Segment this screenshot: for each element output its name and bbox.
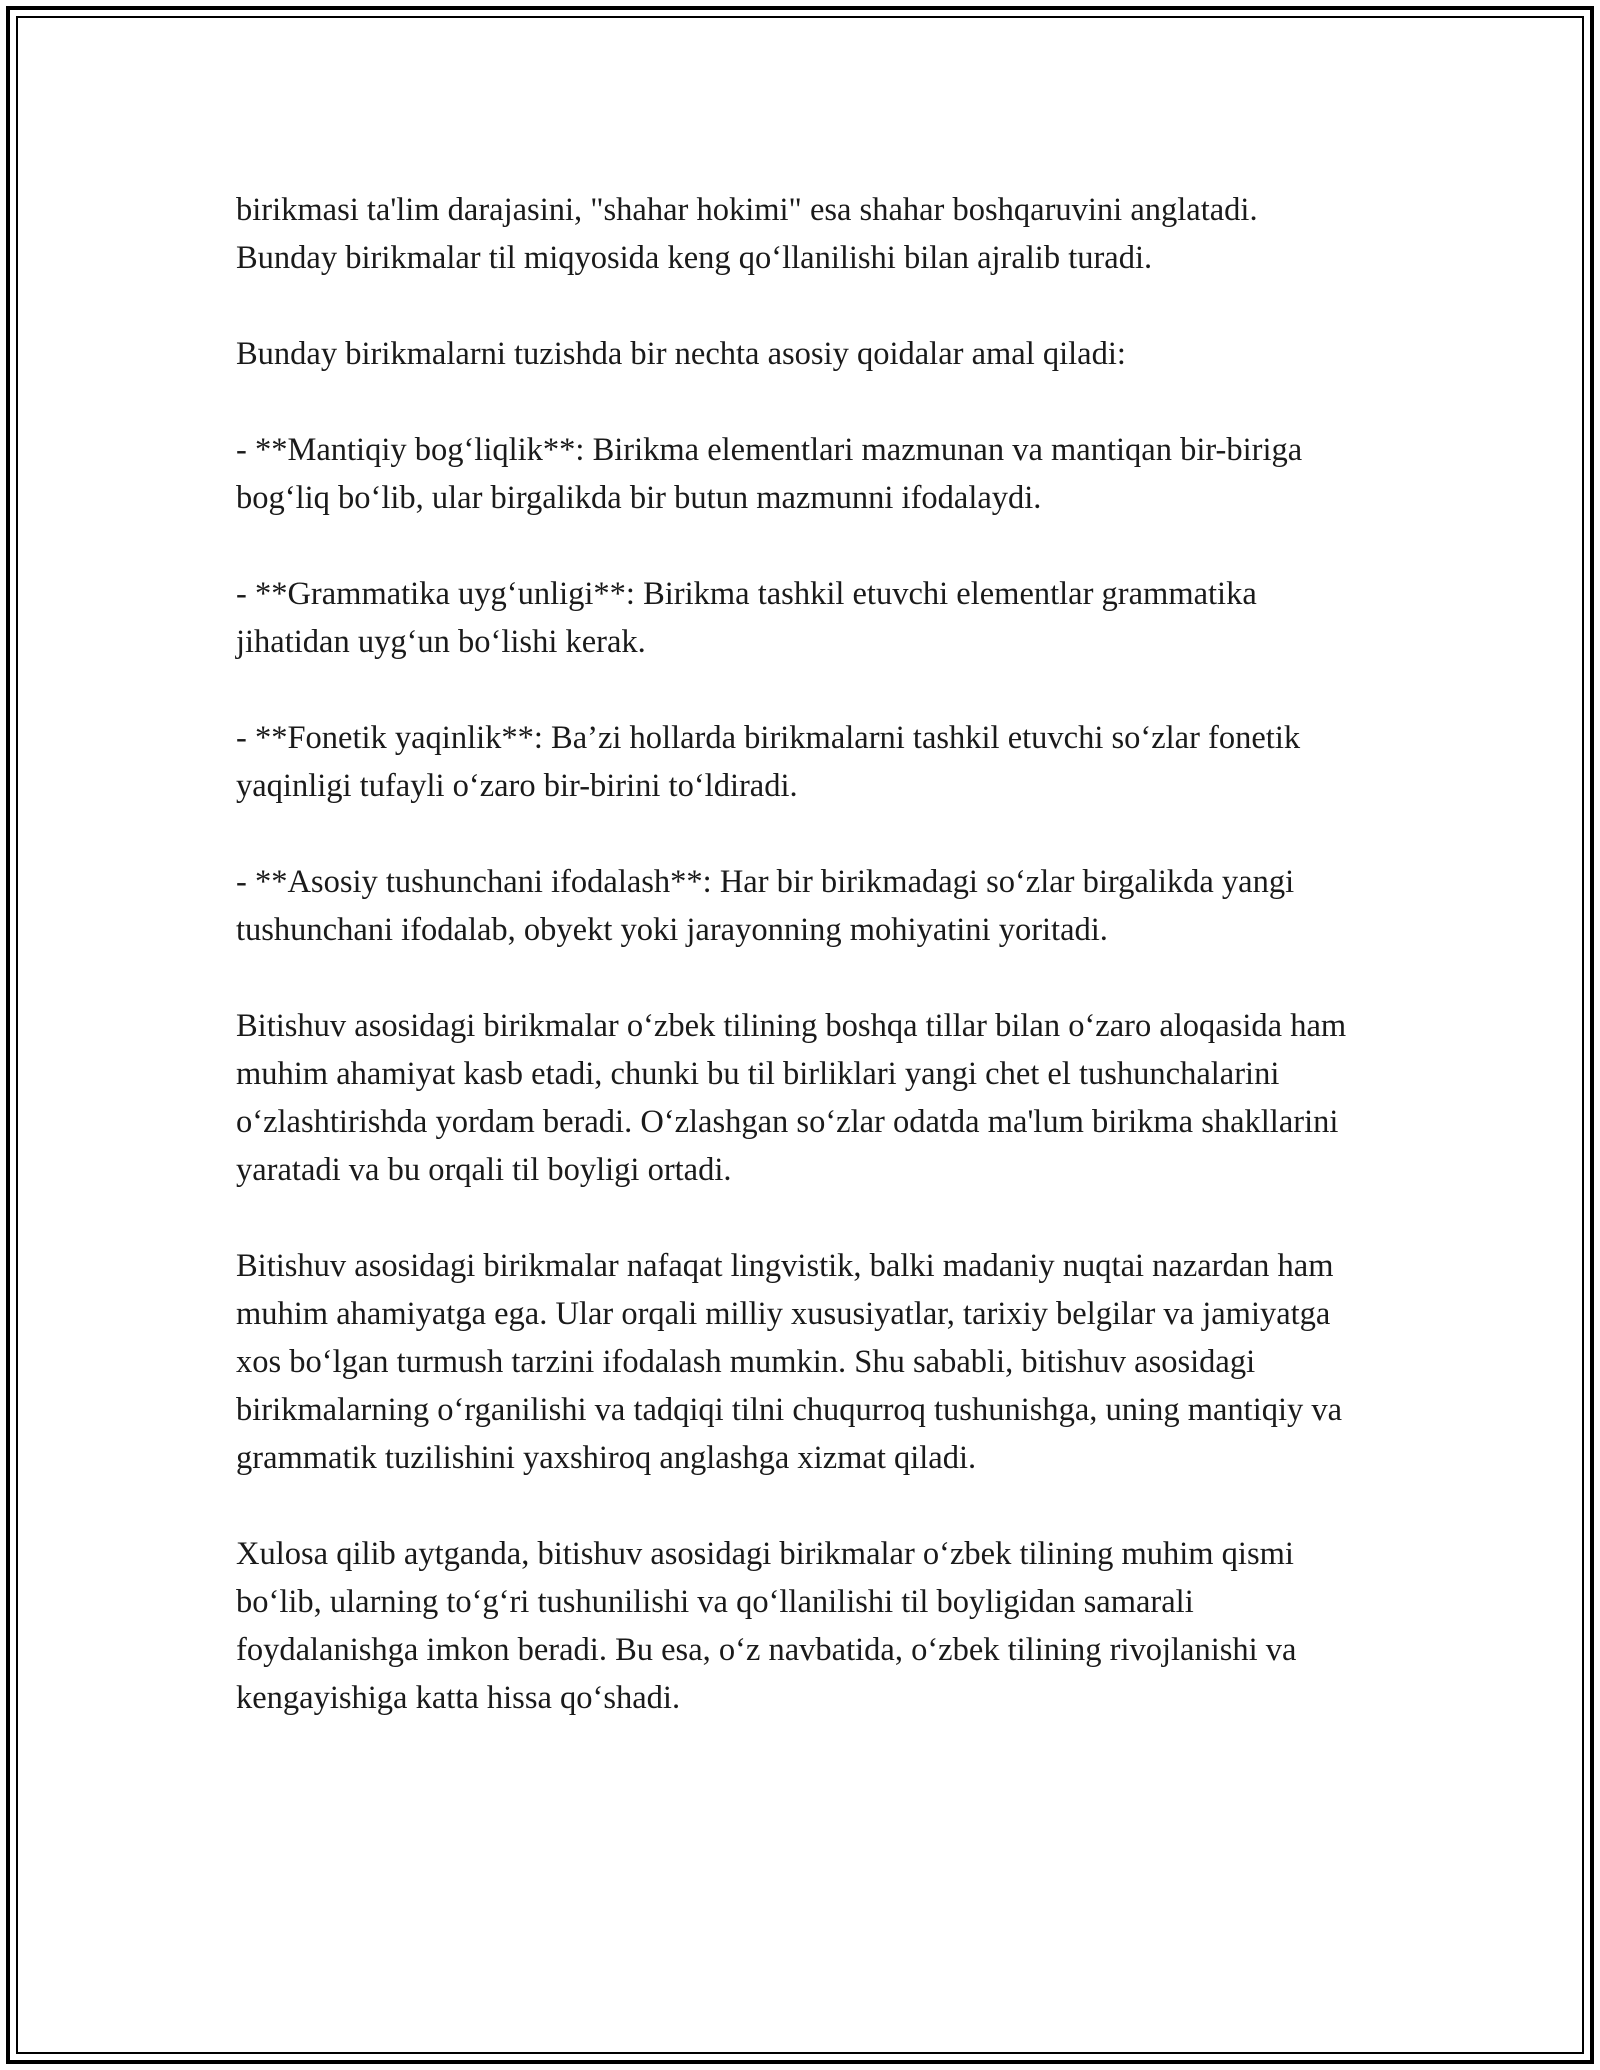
list-item-fonetik-yaqinlik: - **Fonetik yaqinlik**: Ba’zi hollarda birikmalarni tashkil etuvchi so‘zlar fonetik yaqinligi tufayli o‘zaro bir-birini to‘ldiradi. [236, 720, 1301, 804]
list-item-mantiqiy-bogliqlik: - **Mantiqiy bog‘liqlik**: Birikma elementlari mazmunan va mantiqan bir-biriga bog‘liq bo‘lib, ular birgalikda bir butun mazmunni ifodalaydi. [236, 432, 1303, 516]
paragraph-rules-intro: Bunday birikmalarni tuzishda bir nechta asosiy qoidalar amal qiladi: [236, 336, 1126, 372]
document-body [236, 186, 1366, 1770]
list-item-asosiy-tushuncha: - **Asosiy tushunchani ifodalash**: Har bir birikmadagi so‘zlar birgalikda yangi tushunchani ifodalab, obyekt yoki jarayonning mohiyatini yoritadi. [236, 864, 1295, 948]
paragraph-madaniy-ahamiyat: Bitishuv asosidagi birikmalar nafaqat lingvistik, balki madaniy nuqtai nazardan ham muhim ahamiyatga ega. Ular orqali milliy xususiyatlar, tarixiy belgilar va jamiyatga xos bo‘lgan turmush tarzini ifodalash mumkin. Shu sababli, bitishuv asosidagi birikmalarning o‘rganilishi va tadqiqi tilni chuqurroq tushunishga, uning mantiqiy va grammatik tuzilishini yaxshiroq anglashga xizmat qiladi. [236, 1248, 1343, 1476]
list-item-grammatika-uygunligi: - **Grammatika uyg‘unligi**: Birikma tashkil etuvchi elementlar grammatika jihatidan uyg‘un bo‘lishi kerak. [236, 576, 1257, 660]
paragraph-boshqa-tillar: Bitishuv asosidagi birikmalar o‘zbek tilining boshqa tillar bilan o‘zaro aloqasida ham muhim ahamiyat kasb etadi, chunki bu til birliklari yangi chet el tushunchalarini o‘zlashtirishda yordam beradi. O‘zlashgan so‘zlar odatda ma'lum birikma shakllarini yaratadi va bu orqali til boyligi ortadi. [236, 1008, 1347, 1188]
paragraph-xulosa: Xulosa qilib aytganda, bitishuv asosidagi birikmalar o‘zbek tilining muhim qismi bo‘lib, ularning to‘g‘ri tushunilishi va qo‘llanilishi til boyligidan samarali foydalanishga imkon beradi. Bu esa, o‘z navbatida, o‘zbek tilining rivojlanishi va kengayishiga katta hissa qo‘shadi. [236, 1536, 1297, 1716]
paragraph-intro-continuation: birikmasi ta'lim darajasini, "shahar hokimi" esa shahar boshqaruvini anglatadi. Bunday birikmalar til miqyosida keng qo‘llanilishi bilan ajralib turadi. [236, 192, 1258, 276]
